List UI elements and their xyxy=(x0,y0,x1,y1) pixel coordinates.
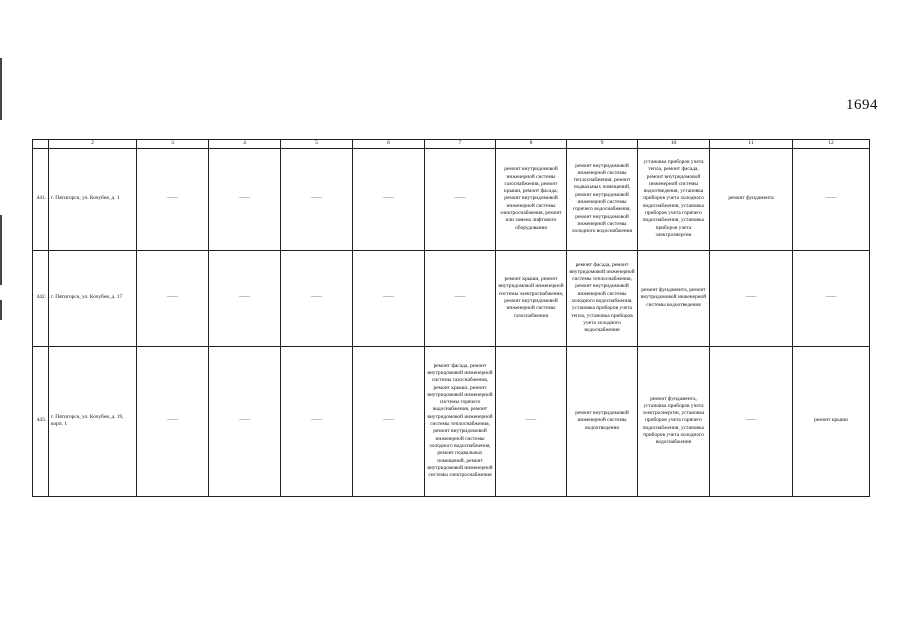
work-cell: ремонт внутридомовой инженерной системы теплоснабжения, ремонт подвальных помещений, ремонт внутридомовой инженерной системы горячего водоснабжения, ремонт внутридомовой инженерной системы холодного водоснабжения xyxy=(567,148,638,250)
row-number: 442. xyxy=(33,250,49,346)
table-row xyxy=(33,346,870,496)
column-header: 5 xyxy=(281,140,353,149)
work-cell: установка приборов учета тепла, ремонт фасада, ремонт внутридомовой инженерной системы водоотведения, установка приборов учета холодного водоснабжения, установка приборов учета горячего водоснабжения, установка приборов учета электроэнергии xyxy=(638,148,710,250)
dash-cell: —— xyxy=(353,148,425,250)
work-cell: ремонт фасада, ремонт внутридомовой инженерной системы теплоснабжения, ремонт внутридомовой инженерной системы холодного водоснабжения, установка приборов учета тепла, установка приборов учета холодного водоснабжения xyxy=(567,250,638,346)
column-header: 10 xyxy=(638,140,710,149)
column-header: 8 xyxy=(496,140,567,149)
dash-cell: —— xyxy=(353,250,425,346)
dash-cell: —— xyxy=(281,148,353,250)
work-cell: ремонт фундамента, установка приборов учета электроэнергии, установка приборов учета горячего водоснабжения, установка приборов учета холодного водоснабжения xyxy=(638,346,710,496)
dash-cell: —— xyxy=(137,250,209,346)
work-cell: ремонт фундамента xyxy=(710,148,793,250)
scan-edge-mark-middle xyxy=(0,215,2,285)
row-number: 443. xyxy=(33,346,49,496)
dash-cell: —— xyxy=(209,346,281,496)
dash-cell: —— xyxy=(425,148,496,250)
dash-cell: —— xyxy=(281,250,353,346)
column-number-row xyxy=(33,140,870,149)
work-cell: ремонт внутридомовой инженерной системы газоснабжения, ремонт крыши, ремонт фасада, ремонт внутридомовой инженерной системы электроснабжения, ремонт или замена лифтового оборудования xyxy=(496,148,567,250)
work-cell: ремонт фасада, ремонт внутридомовой инженерной системы газоснабжения, ремонт крыши, ремонт внутридомовой инженерной системы горячего водоснабжения, ремонт внутридомовой инженерной системы теплоснабжения, ремонт внутридомовой инженерной системы холодного водоснабжения, ремонт подвальных помещений, ремонт внутридомовой инженерной системы электроснабжения xyxy=(425,346,496,496)
column-header: 4 xyxy=(209,140,281,149)
column-header: 7 xyxy=(425,140,496,149)
column-header: 2 xyxy=(49,140,137,149)
dash-cell: —— xyxy=(710,346,793,496)
scan-edge-mark-top xyxy=(0,58,2,120)
dash-cell: —— xyxy=(209,148,281,250)
column-header xyxy=(33,140,49,149)
column-header: 11 xyxy=(710,140,793,149)
dash-cell: —— xyxy=(353,346,425,496)
address-cell: г. Пятигорск, ул. Кочубея, д. 19, корп. 1 xyxy=(49,346,137,496)
dash-cell: —— xyxy=(425,250,496,346)
address-cell: г. Пятигорск, ул. Кочубея, д. 17 xyxy=(49,250,137,346)
dash-cell: —— xyxy=(209,250,281,346)
dash-cell: —— xyxy=(496,346,567,496)
table-row xyxy=(33,250,870,346)
column-header: 3 xyxy=(137,140,209,149)
table-row xyxy=(33,148,870,250)
repair-schedule-table xyxy=(32,139,870,497)
work-cell: ремонт внутридомовой инженерной системы водоотведения xyxy=(567,346,638,496)
dash-cell: —— xyxy=(793,250,870,346)
dash-cell: —— xyxy=(710,250,793,346)
work-cell: ремонт крыши xyxy=(793,346,870,496)
work-cell: ремонт крыши, ремонт внутридомовой инженерной системы электроснабжения, ремонт внутридомовой инженерной системы газоснабжения xyxy=(496,250,567,346)
dash-cell: —— xyxy=(281,346,353,496)
address-cell: г. Пятигорск, ул. Кочубея, д. 1 xyxy=(49,148,137,250)
row-number: 441. xyxy=(33,148,49,250)
work-cell: ремонт фундамента, ремонт внутридомовой инженерной системы водоотведения xyxy=(638,250,710,346)
dash-cell: —— xyxy=(137,148,209,250)
column-header: 12 xyxy=(793,140,870,149)
column-header: 9 xyxy=(567,140,638,149)
dash-cell: —— xyxy=(137,346,209,496)
column-header: 6 xyxy=(353,140,425,149)
page-number: 1694 xyxy=(846,97,878,113)
dash-cell: —— xyxy=(793,148,870,250)
scan-edge-mark-bottom xyxy=(0,300,2,320)
